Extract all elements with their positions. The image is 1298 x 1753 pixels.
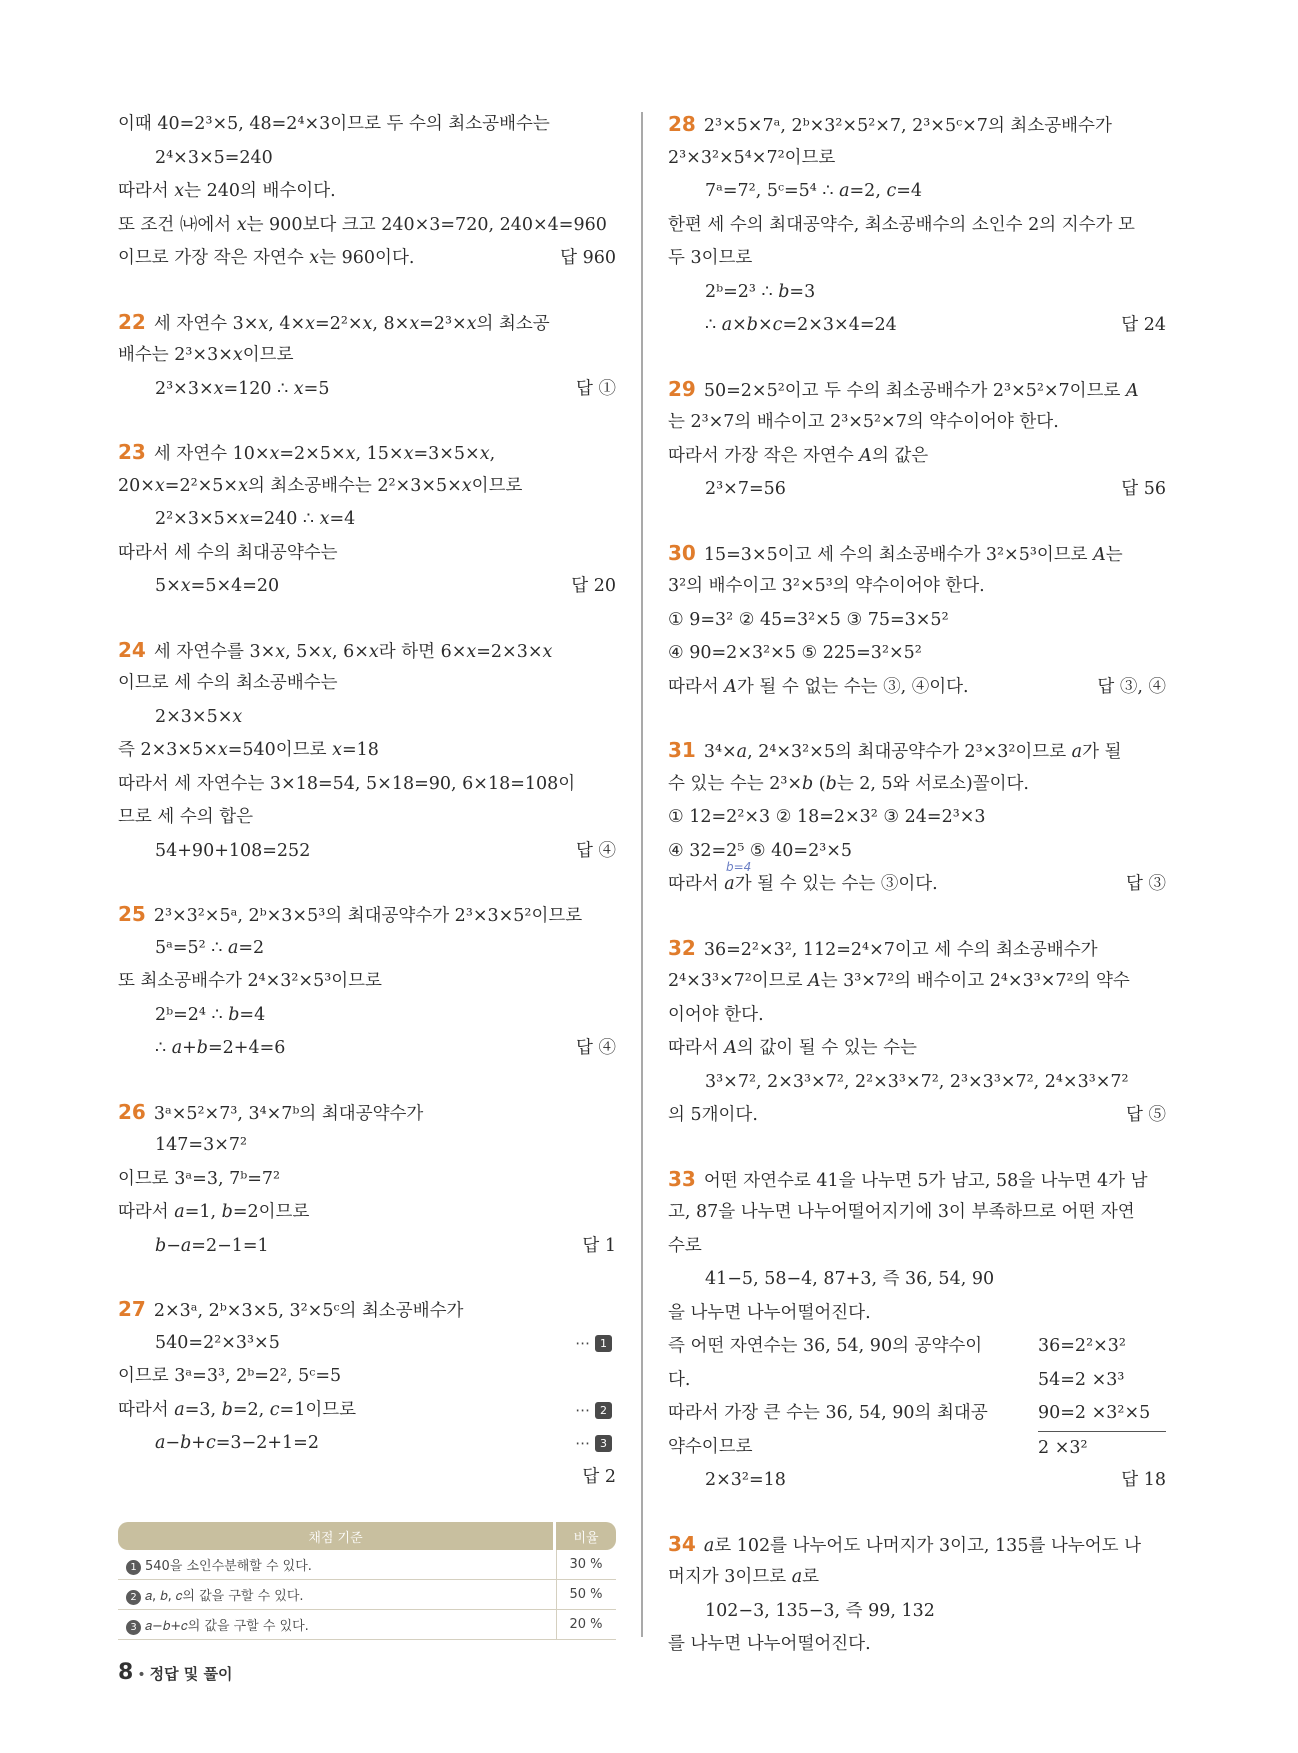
line-text: 2×3×5×𝑥 xyxy=(155,706,243,727)
side-calculation: 54=2 ×3³ xyxy=(1038,1369,1125,1390)
answer-label: 답 ③ xyxy=(1126,874,1166,894)
line-text: 2×3ᵃ, 2ᵇ×3×5, 3²×5ᶜ의 최소공배수가 xyxy=(153,1301,464,1321)
solution-line xyxy=(118,537,616,571)
solution-line xyxy=(118,470,616,504)
solution-line xyxy=(668,835,1166,874)
line-text: 를 나누면 나누어떨어진다. xyxy=(668,1634,871,1654)
solution-line xyxy=(118,1427,616,1461)
solution-line xyxy=(668,1163,1166,1197)
dots-icon: ⋯ xyxy=(575,1434,595,1452)
solution-line xyxy=(668,1032,1166,1066)
line-text: 36=2²×3², 112=2⁴×7이고 세 수의 최소공배수가 xyxy=(703,939,1098,960)
line-text: 2ᵇ=2³ ∴ 𝑏=3 xyxy=(705,281,816,302)
scoring-step-mark xyxy=(575,1427,616,1461)
line-text: 7ᵃ=7², 5ᶜ=5⁴ ∴ 𝑎=2, 𝑐=4 xyxy=(705,181,923,201)
page-number: 8 xyxy=(118,1660,134,1685)
problem-number: 27 xyxy=(118,1297,146,1321)
solution-line xyxy=(668,604,1166,638)
scoring-header-criteria: 채점 기준 xyxy=(118,1522,556,1550)
solution-line xyxy=(668,1528,1166,1562)
solution-line xyxy=(118,1360,616,1394)
answer-label: 답 1 xyxy=(582,1235,616,1256)
problem-gap xyxy=(668,902,1166,932)
line-text: 50=2×5²이고 두 수의 최소공배수가 2³×5²×7이므로 𝐴 xyxy=(703,380,1139,401)
line-text: 𝑎−𝑏+𝑐=3−2+1=2 xyxy=(155,1433,319,1453)
problem-gap xyxy=(118,276,616,306)
solution-line xyxy=(118,1327,616,1361)
line-text: 2²×3×5×𝑥=240 ∴ 𝑥=4 xyxy=(155,509,356,529)
line-text: 을 나누면 나누어떨어진다. xyxy=(668,1302,871,1323)
line-text: 따라서 가장 큰 수는 36, 54, 90의 최대공 xyxy=(668,1403,988,1423)
right-column xyxy=(668,108,1166,1662)
scoring-ratio: 50 % xyxy=(556,1580,616,1610)
problem-number: 23 xyxy=(118,440,146,464)
solution-line xyxy=(668,309,1166,343)
line-text: 따라서 세 수의 최대공약수는 xyxy=(118,542,338,563)
solution-line xyxy=(118,1096,616,1130)
scoring-ratio: 30 % xyxy=(556,1550,616,1580)
problem-number: 31 xyxy=(668,738,696,762)
solution-line xyxy=(118,1032,616,1066)
solution-line xyxy=(668,1230,1166,1264)
line-text: 따라서 𝐴의 값이 될 수 있는 수는 xyxy=(668,1038,917,1058)
line-text: 3³×7², 2×3³×7², 2²×3³×7², 2³×3³×7², 2⁴×3³×7² xyxy=(705,1071,1129,1092)
line-text: 2×3²=18 xyxy=(705,1470,786,1490)
line-text: ∴ 𝑎×𝑏×𝑐=2×3×4=24 xyxy=(705,315,897,335)
solution-line xyxy=(668,440,1166,474)
solution-line xyxy=(118,339,616,373)
solution-line xyxy=(118,898,616,932)
line-text: ① 12=2²×3 ② 18=2×3² ③ 24=2³×3 xyxy=(668,807,986,827)
answer-label: 답 ① xyxy=(576,378,616,399)
line-text: 2⁴×3³×7²이므로 𝐴는 3³×7²의 배수이고 2⁴×3³×7²의 약수 xyxy=(668,971,1130,991)
solution-line xyxy=(118,1196,616,1230)
scoring-step-mark xyxy=(575,1327,616,1361)
answer-label: 답 56 xyxy=(1121,479,1166,499)
line-text: 5×𝑥=5×4=20 xyxy=(155,576,280,596)
line-text: 다. xyxy=(668,1369,691,1390)
step-number-icon: 3 xyxy=(595,1435,612,1452)
handwritten-note: b=4 xyxy=(726,859,752,874)
line-text: 세 자연수를 3×𝑥, 5×𝑥, 6×𝑥라 하면 6×𝑥=2×3×𝑥 xyxy=(153,641,553,662)
column-divider xyxy=(641,112,643,1637)
scoring-table xyxy=(118,1522,616,1640)
line-text: 즉 2×3×5×𝑥=540이므로 𝑥=18 xyxy=(118,740,379,760)
scoring-text: 𝑎−𝑏+𝑐의 값을 구할 수 있다. xyxy=(145,1618,309,1634)
solution-line xyxy=(118,306,616,340)
line-text: 의 5개이다. xyxy=(668,1105,758,1125)
answer-label: 답 ⑤ xyxy=(1126,1105,1166,1125)
step-number-icon: 2 xyxy=(126,1590,141,1605)
solution-line xyxy=(668,276,1166,310)
solution-line xyxy=(118,373,616,407)
solution-line xyxy=(118,932,616,966)
solution-line xyxy=(668,1263,1166,1297)
problem-gap xyxy=(118,406,616,436)
line-text: 배수는 2³×3×𝑥이므로 xyxy=(118,345,294,365)
solution-line xyxy=(668,142,1166,176)
line-text: 2³×5×7ᵃ, 2ᵇ×3²×5²×7, 2³×5ᶜ×7의 최소공배수가 xyxy=(703,116,1112,136)
line-text: ④ 90=2×3²×5 ⑤ 225=3²×5² xyxy=(668,643,922,663)
solution-line xyxy=(668,1628,1166,1662)
line-text: 이므로 세 수의 최소공배수는 xyxy=(118,673,338,693)
scoring-step-mark xyxy=(575,1394,616,1428)
problem-number: 22 xyxy=(118,309,146,334)
line-text: 𝑎로 102를 나누어도 나머지가 3이고, 135를 나누어도 나 xyxy=(703,1535,1142,1556)
line-text: 따라서 𝑥는 240의 배수이다. xyxy=(118,181,336,201)
solution-line xyxy=(668,1330,1166,1364)
solution-line xyxy=(118,1394,616,1428)
solution-line xyxy=(668,570,1166,604)
solution-line xyxy=(668,1066,1166,1100)
line-text: 이므로 가장 작은 자연수 𝑥는 960이다. xyxy=(118,248,415,268)
answer-label: 답 24 xyxy=(1121,315,1166,335)
line-text: 는 2³×7의 배수이고 2³×5²×7의 약수이어야 한다. xyxy=(668,412,1059,432)
solution-line xyxy=(668,999,1166,1033)
problem-number: 28 xyxy=(668,112,696,136)
line-text: 147=3×7² xyxy=(155,1135,248,1155)
line-text: 54+90+108=252 xyxy=(155,840,311,861)
solution-line xyxy=(118,1129,616,1163)
line-text: 어떤 자연수로 41을 나누면 5가 남고, 58을 나누면 4가 남 xyxy=(703,1170,1148,1191)
line-text: 세 자연수 3×𝑥, 4×𝑥=2²×𝑥, 8×𝑥=2³×𝑥의 최소공 xyxy=(153,313,550,334)
solution-line xyxy=(668,1297,1166,1331)
solution-line xyxy=(668,209,1166,243)
line-text: 15=3×5이고 세 수의 최소공배수가 3²×5³이므로 𝐴는 xyxy=(703,544,1123,565)
line-text: 2³×3²×5ᵃ, 2ᵇ×3×5³의 최대공약수가 2³×3×5²이므로 xyxy=(153,906,583,926)
solution-line xyxy=(668,768,1166,802)
line-text: 따라서 𝑎=1, 𝑏=2이므로 xyxy=(118,1202,310,1222)
problem-number: 24 xyxy=(118,637,146,662)
line-text: 2ᵇ=2⁴ ∴ 𝑏=4 xyxy=(155,1004,266,1025)
solution-line xyxy=(118,801,616,835)
problem-gap xyxy=(118,868,616,898)
solution-line xyxy=(668,108,1166,142)
solution-line xyxy=(118,835,616,869)
line-text: 즉 어떤 자연수는 36, 54, 90의 공약수이 xyxy=(668,1336,983,1356)
scoring-row xyxy=(118,1610,616,1640)
solution-line xyxy=(668,965,1166,999)
solution-line xyxy=(668,868,1166,902)
scoring-text: 𝑎, 𝑏, 𝑐의 값을 구할 수 있다. xyxy=(145,1588,304,1604)
problem-gap xyxy=(118,1066,616,1096)
problem-number: 25 xyxy=(118,902,146,926)
solution-line xyxy=(668,1561,1166,1595)
solution-line xyxy=(668,734,1166,768)
answer-label: 답 20 xyxy=(571,576,616,596)
solution-line xyxy=(118,1230,616,1264)
answer-label: 답 ④ xyxy=(576,1038,616,1058)
line-text: 수로 xyxy=(668,1235,702,1256)
solution-line xyxy=(118,503,616,537)
solution-line xyxy=(118,634,616,668)
line-text: 2³×7=56 xyxy=(705,479,786,499)
line-text: 또 최소공배수가 2⁴×3²×5³이므로 xyxy=(118,971,382,991)
line-text: ④ 32=2⁵ ⑤ 40=2³×5 xyxy=(668,840,853,861)
line-text: 102−3, 135−3, 즉 99, 132 xyxy=(705,1600,935,1621)
answer-label: 답 960 xyxy=(560,248,616,268)
step-number-icon: 2 xyxy=(595,1402,612,1419)
line-text: 3⁴×𝑎, 2⁴×3²×5의 최대공약수가 2³×3²이므로 𝑎가 될 xyxy=(703,742,1122,762)
line-text: 세 자연수 10×𝑥=2×5×𝑥, 15×𝑥=3×5×𝑥, xyxy=(153,444,496,464)
line-text: 41−5, 58−4, 87+3, 즉 36, 54, 90 xyxy=(705,1269,995,1289)
page-footer xyxy=(118,1660,232,1685)
line-text: 이므로 3ᵃ=3³, 2ᵇ=2², 5ᶜ=5 xyxy=(118,1366,342,1386)
solution-line xyxy=(668,1464,1166,1498)
problem-gap xyxy=(668,1133,1166,1163)
problem-gap xyxy=(668,507,1166,537)
side-calculation: 2 ×3² xyxy=(1038,1431,1166,1466)
solution-line xyxy=(118,209,616,243)
solution-line xyxy=(118,142,616,176)
line-text: 2⁴×3×5=240 xyxy=(155,147,273,168)
footer-title: 정답 및 풀이 xyxy=(149,1665,233,1683)
problem-number: 26 xyxy=(118,1099,146,1124)
solution-line xyxy=(668,1364,1166,1398)
step-number-icon: 3 xyxy=(126,1620,141,1635)
line-text: 따라서 𝐴가 될 수 없는 수는 ③, ④이다. xyxy=(668,676,969,697)
problem-number: 29 xyxy=(668,376,696,401)
side-calculation: 90=2 ×3²×5 xyxy=(1038,1403,1151,1423)
problem-number: 32 xyxy=(668,935,696,960)
line-text: 𝑏−𝑎=2−1=1 xyxy=(155,1235,269,1256)
solution-line xyxy=(118,667,616,701)
solution-line xyxy=(668,801,1166,835)
scoring-ratio: 20 % xyxy=(556,1610,616,1640)
line-text: 따라서 세 자연수는 3×18=54, 5×18=90, 6×18=108이 xyxy=(118,773,576,794)
line-text: 약수이므로 xyxy=(668,1436,753,1457)
solution-line xyxy=(118,999,616,1033)
solution-line xyxy=(668,537,1166,571)
line-text: 3ᵃ×5²×7³, 3⁴×7ᵇ의 최대공약수가 xyxy=(153,1103,424,1124)
line-text: 이때 40=2³×5, 48=2⁴×3이므로 두 수의 최소공배수는 xyxy=(118,114,550,134)
solution-line xyxy=(668,473,1166,507)
solution-line xyxy=(668,373,1166,407)
solution-line xyxy=(668,242,1166,276)
line-text: 20×𝑥=2²×5×𝑥의 최소공배수는 2²×3×5×𝑥이므로 xyxy=(118,475,523,496)
line-text: ① 9=3² ② 45=3²×5 ③ 75=3×5² xyxy=(668,609,949,630)
left-column xyxy=(118,108,616,1494)
problem-gap xyxy=(668,343,1166,373)
line-text: 따라서 𝑎=3, 𝑏=2, 𝑐=1이므로 xyxy=(118,1399,357,1420)
line-text: ∴ 𝑎+𝑏=2+4=6 xyxy=(155,1038,286,1058)
scoring-row xyxy=(118,1580,616,1610)
line-text: 3²의 배수이고 3²×5³의 약수이어야 한다. xyxy=(668,576,985,596)
problem-gap xyxy=(118,604,616,634)
scoring-row xyxy=(118,1550,616,1580)
dots-icon: ⋯ xyxy=(575,1400,595,1419)
line-text: 따라서 𝑎가 될 수 있는 수는 ③이다. xyxy=(668,874,938,894)
answer-label: 답 ④ xyxy=(576,840,616,861)
solution-line xyxy=(668,406,1166,440)
scoring-header-ratio: 비율 xyxy=(556,1522,616,1550)
answer-label: 답 2 xyxy=(582,1466,616,1487)
solution-line xyxy=(118,175,616,209)
line-text: 므로 세 수의 합은 xyxy=(118,807,254,827)
solution-line xyxy=(668,1397,1166,1431)
line-text: 두 3이므로 xyxy=(668,248,753,268)
line-text: 2³×3²×5⁴×7²이므로 xyxy=(668,147,836,168)
solution-line xyxy=(118,701,616,735)
problem-number: 30 xyxy=(668,540,696,565)
solution-line xyxy=(668,637,1166,671)
answer-label: 답 ③, ④ xyxy=(1097,676,1166,697)
step-number-icon: 1 xyxy=(595,1335,612,1352)
solution-line xyxy=(118,1293,616,1327)
line-text: 2³×3×𝑥=120 ∴ 𝑥=5 xyxy=(155,378,330,399)
solution-line xyxy=(668,1099,1166,1133)
solution-line xyxy=(668,1595,1166,1629)
solution-line xyxy=(118,108,616,142)
line-text: 이어야 한다. xyxy=(668,1004,764,1025)
line-text: 수 있는 수는 2³×𝑏 (𝑏는 2, 5와 서로소)꼴이다. xyxy=(668,773,1029,794)
scoring-text: 540을 소인수분해할 수 있다. xyxy=(145,1558,312,1574)
solution-line xyxy=(118,965,616,999)
problem-gap xyxy=(118,1263,616,1293)
step-number-icon: 1 xyxy=(126,1560,141,1575)
problem-number: 34 xyxy=(668,1531,696,1556)
solution-line xyxy=(118,1163,616,1197)
line-text: 5ᵃ=5² ∴ 𝑎=2 xyxy=(155,937,265,958)
line-text: 이므로 3ᵃ=3, 7ᵇ=7² xyxy=(118,1168,281,1189)
dots-icon: ⋯ xyxy=(575,1333,595,1352)
solution-line xyxy=(118,242,616,276)
line-text: 머지가 3이므로 𝑎로 xyxy=(668,1567,820,1587)
solution-line xyxy=(668,1431,1166,1465)
solution-line xyxy=(118,768,616,802)
line-text: 따라서 가장 작은 자연수 𝐴의 값은 xyxy=(668,445,929,466)
line-text: 540=2²×3³×5 xyxy=(155,1332,280,1353)
side-calculation: 36=2²×3² xyxy=(1038,1336,1126,1356)
line-text: 고, 87을 나누면 나누어떨어지기에 3이 부족하므로 어떤 자연 xyxy=(668,1202,1135,1222)
solution-line xyxy=(118,734,616,768)
solution-line xyxy=(118,570,616,604)
solution-line xyxy=(118,1461,616,1495)
answer-label: 답 18 xyxy=(1121,1470,1166,1490)
solution-line xyxy=(668,671,1166,705)
solution-line xyxy=(668,932,1166,966)
solution-line xyxy=(118,436,616,470)
problem-gap xyxy=(668,704,1166,734)
problem-gap xyxy=(668,1498,1166,1528)
problem-number: 33 xyxy=(668,1166,696,1191)
line-text: 또 조건 ㈏에서 𝑥는 900보다 크고 240×3=720, 240×4=960 xyxy=(118,214,607,235)
bullet-icon: • xyxy=(137,1667,146,1683)
solution-line xyxy=(668,175,1166,209)
solution-line xyxy=(668,1196,1166,1230)
line-text: 한편 세 수의 최대공약수, 최소공배수의 소인수 2의 지수가 모 xyxy=(668,214,1135,235)
